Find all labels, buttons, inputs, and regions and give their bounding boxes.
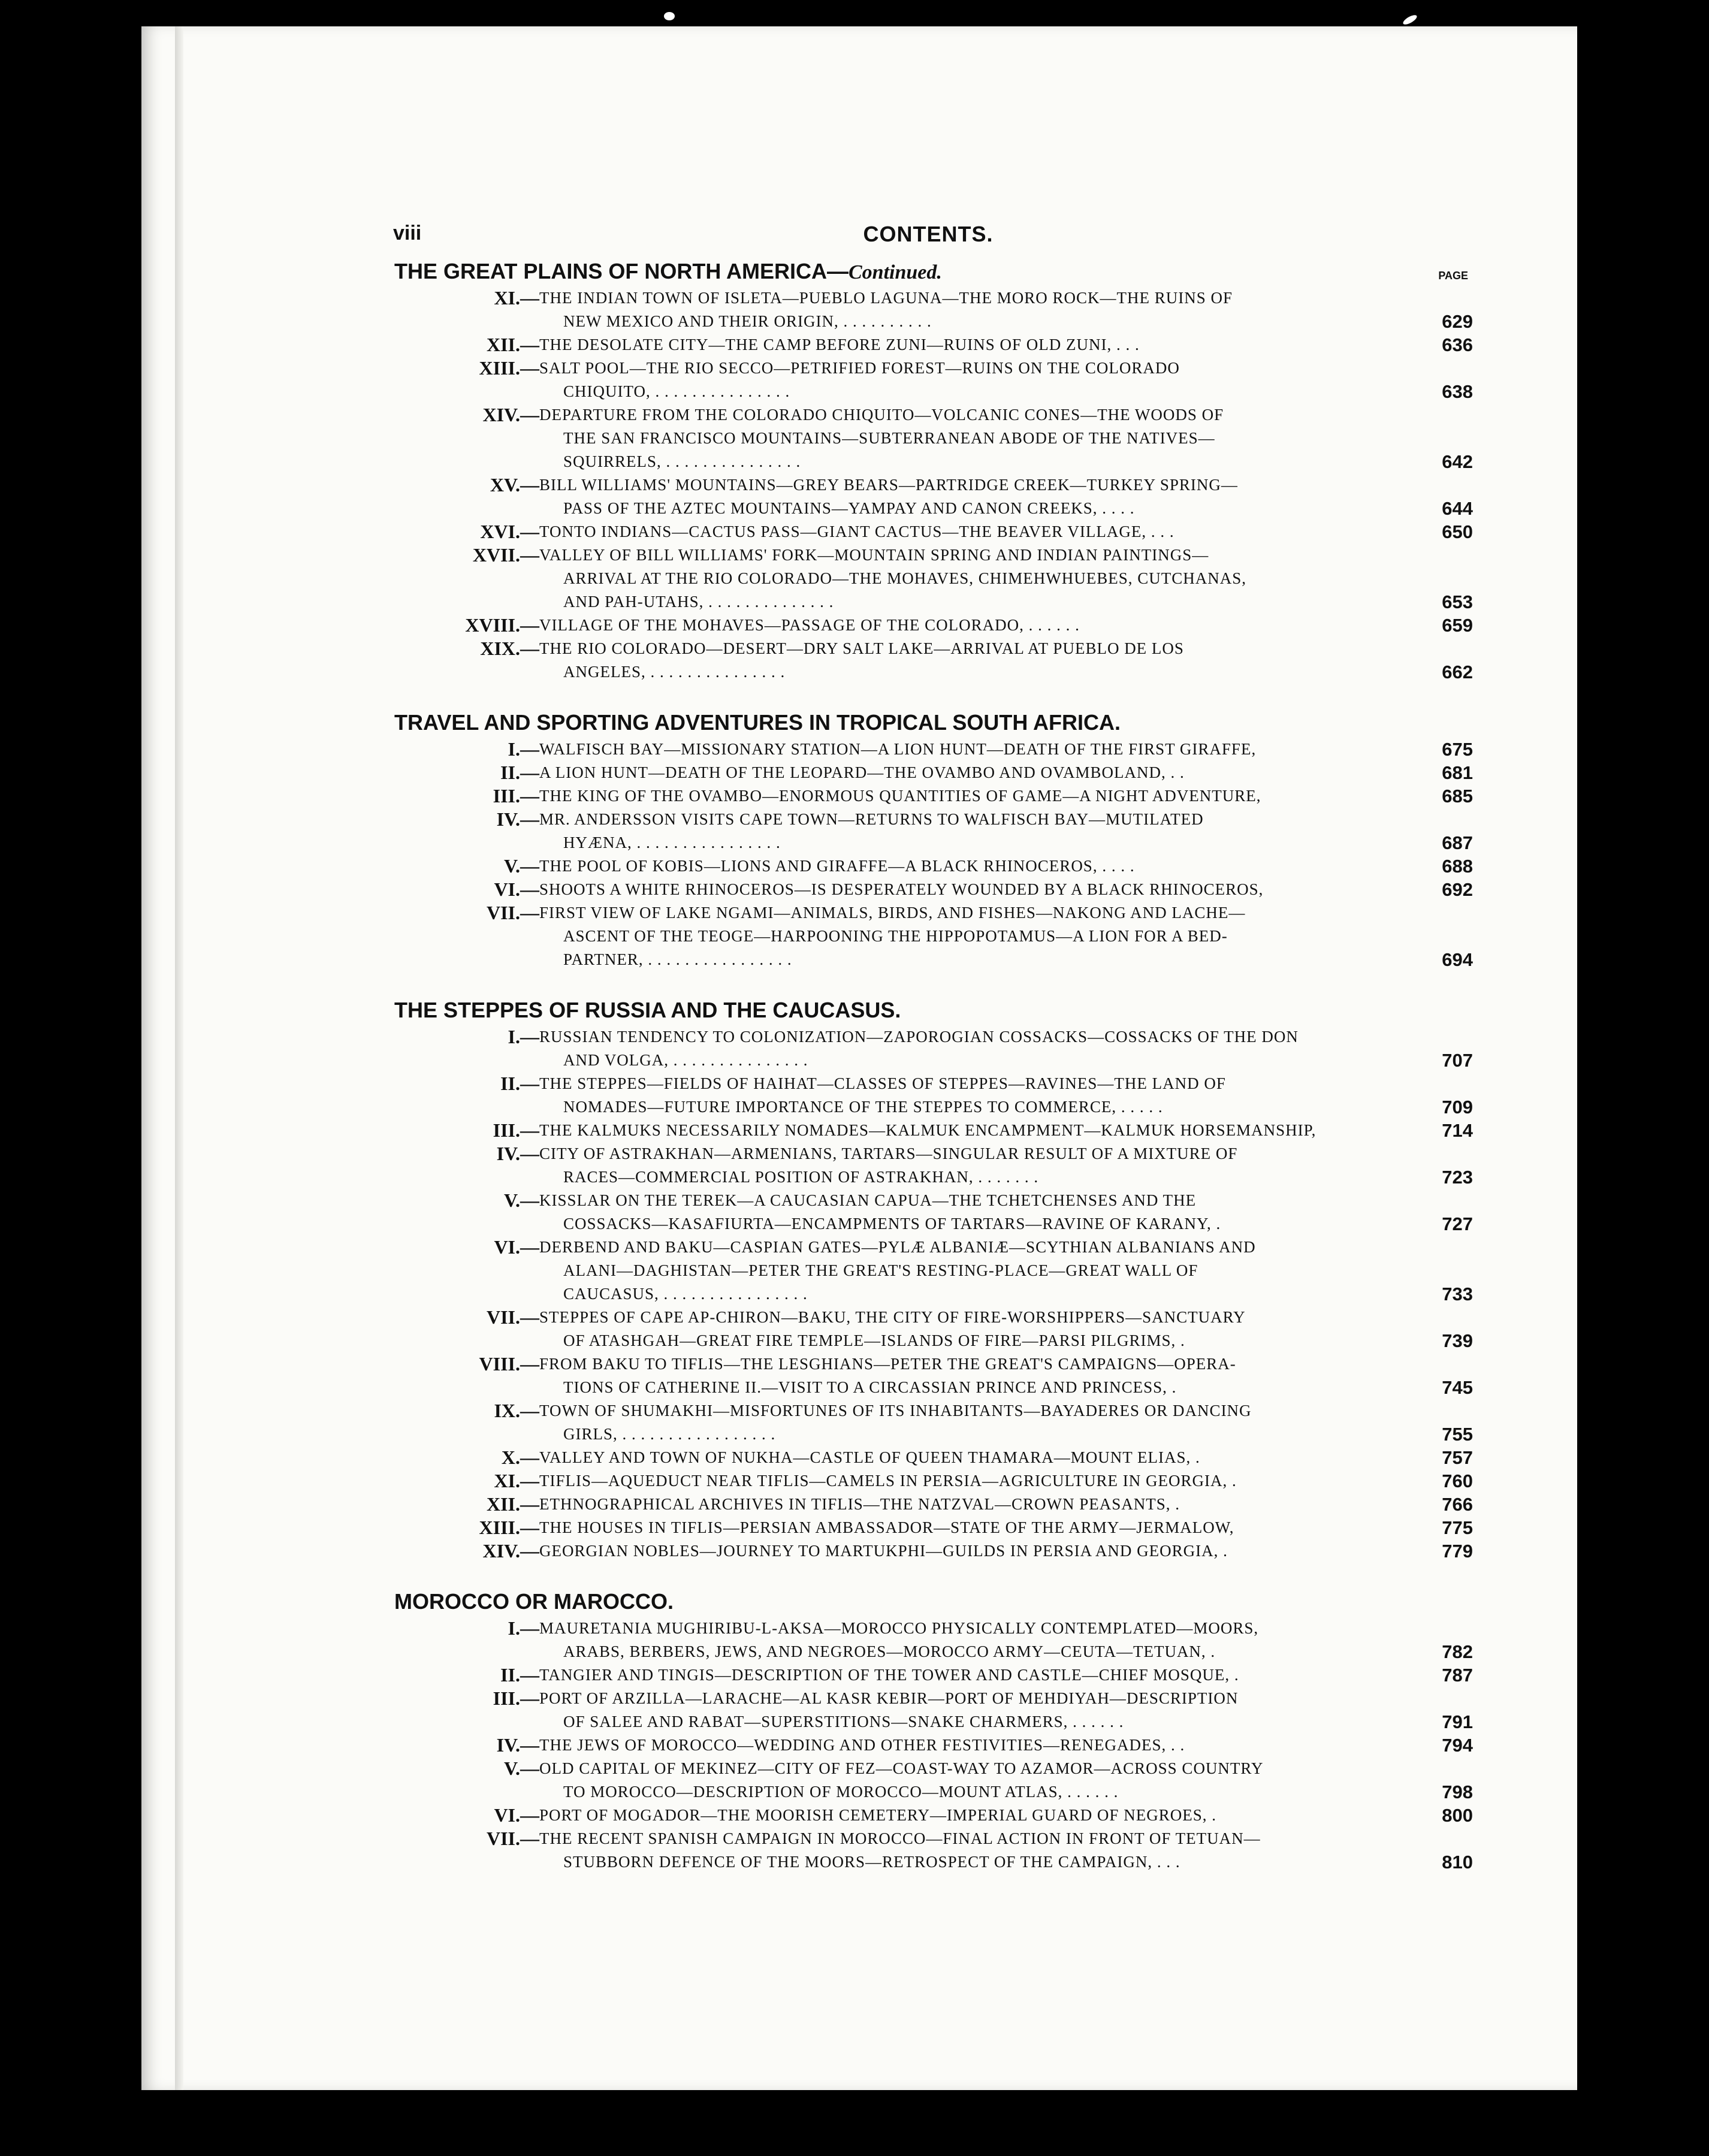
page-ref: 733 xyxy=(1442,1284,1473,1305)
chapter-description xyxy=(539,520,1421,543)
toc-entry[interactable] xyxy=(384,1236,1473,1306)
toc-entry[interactable] xyxy=(384,1352,1473,1399)
toc-sections xyxy=(384,256,1473,1874)
toc-entry[interactable] xyxy=(384,286,1473,333)
page-ref: 782 xyxy=(1442,1641,1473,1662)
chapter-description xyxy=(539,1119,1421,1142)
toc-entry[interactable] xyxy=(384,1399,1473,1446)
section-title-text: MOROCCO OR MAROCCO. xyxy=(394,1589,674,1614)
chapter-description xyxy=(539,1757,1421,1804)
chapter-description xyxy=(539,1352,1421,1399)
toc-entry[interactable] xyxy=(384,1025,1473,1072)
description-line: THE STEPPES—FIELDS OF HAIHAT—CLASSES OF STEPPES—RAVINES—THE LAND OF xyxy=(539,1074,1226,1092)
description-line: COSSACKS—KASAFIURTA—ENCAMPMENTS OF TARTARS—RAVINE OF KARANY, . xyxy=(563,1215,1221,1233)
page-column-label: PAGE xyxy=(1438,270,1468,282)
page-ref: 787 xyxy=(1442,1665,1473,1686)
chapter-number: XV.— xyxy=(490,474,539,496)
description-line: FROM BAKU TO TIFLIS—THE LESGHIANS—PETER THE GREAT'S CAMPAIGNS—OPERA- xyxy=(539,1355,1236,1373)
chapter-description xyxy=(539,1399,1421,1446)
toc-entry[interactable] xyxy=(384,808,1473,854)
chapter-description xyxy=(539,738,1421,761)
description-line: SQUIRRELS, . . . . . . . . . . . . . . . xyxy=(563,452,801,470)
section-title xyxy=(394,1587,1473,1617)
description-line: NOMADES—FUTURE IMPORTANCE OF THE STEPPES TO COMMERCE, . . . . . xyxy=(563,1098,1163,1116)
page-ref: 707 xyxy=(1442,1050,1473,1071)
toc-entry[interactable] xyxy=(384,637,1473,684)
description-line: PORT OF ARZILLA—LARACHE—AL KASR KEBIR—PORT OF MEHDIYAH—DESCRIPTION xyxy=(539,1689,1239,1707)
contents-body xyxy=(384,222,1473,2019)
description-line: VALLEY OF BILL WILLIAMS' FORK—MOUNTAIN SPRING AND INDIAN PAINTINGS— xyxy=(539,546,1209,564)
chapter-number: VII.— xyxy=(486,1828,539,1849)
description-line: TO MOROCCO—DESCRIPTION OF MOROCCO—MOUNT ATLAS, . . . . . . xyxy=(563,1783,1119,1801)
description-line: THE DESOLATE CITY—THE CAMP BEFORE ZUNI—RUINS OF OLD ZUNI, . . . xyxy=(539,336,1140,354)
page-ref: 636 xyxy=(1442,334,1473,355)
chapter-number: XII.— xyxy=(486,1493,539,1515)
toc-entry[interactable] xyxy=(384,543,1473,614)
description-line: SHOOTS A WHITE RHINOCEROS—IS DESPERATELY WOUNDED BY A BLACK RHINOCEROS, xyxy=(539,880,1264,898)
description-line: THE SAN FRANCISCO MOUNTAINS—SUBTERRANEAN ABODE OF THE NATIVES— xyxy=(563,429,1215,447)
toc-entry[interactable] xyxy=(384,1306,1473,1352)
description-line: THE JEWS OF MOROCCO—WEDDING AND OTHER FESTIVITIES—RENEGADES, . . xyxy=(539,1736,1185,1754)
description-line: TOWN OF SHUMAKHI—MISFORTUNES OF ITS INHABITANTS—BAYADERES OR DANCING xyxy=(539,1402,1252,1420)
chapter-description xyxy=(539,878,1421,901)
chapter-description xyxy=(539,357,1421,403)
chapter-description xyxy=(539,1142,1421,1189)
toc-entry[interactable] xyxy=(384,614,1473,637)
description-line: ALANI—DAGHISTAN—PETER THE GREAT'S RESTING-PLACE—GREAT WALL OF xyxy=(563,1261,1198,1279)
page-ref: 675 xyxy=(1442,739,1473,760)
chapter-description xyxy=(539,1189,1421,1236)
toc-section xyxy=(384,256,1473,684)
description-line: ASCENT OF THE TEOGE—HARPOONING THE HIPPOPOTAMUS—A LION FOR A BED- xyxy=(563,927,1228,945)
chapter-number: I.— xyxy=(508,1026,539,1047)
chapter-number: II.— xyxy=(500,1073,539,1094)
chapter-description xyxy=(539,403,1421,473)
description-line: PORT OF MOGADOR—THE MOORISH CEMETERY—IMPERIAL GUARD OF NEGROES, . xyxy=(539,1806,1216,1824)
section-title-suffix: Continued. xyxy=(849,261,942,283)
page-ref: 681 xyxy=(1442,762,1473,783)
page-ref: 798 xyxy=(1442,1781,1473,1802)
chapter-number: III.— xyxy=(493,1119,539,1141)
description-line: THE INDIAN TOWN OF ISLETA—PUEBLO LAGUNA—THE MORO ROCK—THE RUINS OF xyxy=(539,289,1233,307)
page-number: viii xyxy=(393,222,422,244)
description-line: THE HOUSES IN TIFLIS—PERSIAN AMBASSADOR—STATE OF THE ARMY—JERMALOW, xyxy=(539,1518,1234,1536)
description-line: MR. ANDERSSON VISITS CAPE TOWN—RETURNS TO WALFISCH BAY—MUTILATED xyxy=(539,810,1204,828)
description-line: SALT POOL—THE RIO SECCO—PETRIFIED FOREST—RUINS ON THE COLORADO xyxy=(539,359,1180,377)
chapter-number: I.— xyxy=(508,738,539,760)
toc-entry[interactable] xyxy=(384,1734,1473,1757)
description-line: TIFLIS—AQUEDUCT NEAR TIFLIS—CAMELS IN PERSIA—AGRICULTURE IN GEORGIA, . xyxy=(539,1472,1237,1490)
toc-entry[interactable] xyxy=(384,1827,1473,1874)
description-line: CITY OF ASTRAKHAN—ARMENIANS, TARTARS—SINGULAR RESULT OF A MIXTURE OF xyxy=(539,1145,1238,1162)
chapter-description xyxy=(539,1663,1421,1687)
page-ref: 694 xyxy=(1442,949,1473,970)
description-line: OF SALEE AND RABAT—SUPERSTITIONS—SNAKE CHARMERS, . . . . . . xyxy=(563,1713,1124,1731)
chapter-description xyxy=(539,1446,1421,1469)
chapter-description xyxy=(539,761,1421,784)
chapter-number: XVII.— xyxy=(472,544,539,566)
chapter-number: XI.— xyxy=(494,287,539,309)
page-ref: 642 xyxy=(1442,451,1473,472)
toc-entry[interactable] xyxy=(384,1189,1473,1236)
chapter-number: XVI.— xyxy=(480,521,539,542)
chapter-description xyxy=(539,784,1421,808)
description-line: RUSSIAN TENDENCY TO COLONIZATION—ZAPOROGIAN COSSACKS—COSSACKS OF THE DON xyxy=(539,1028,1299,1046)
toc-entry[interactable] xyxy=(384,878,1473,901)
chapter-number: V.— xyxy=(504,1758,539,1779)
page-ref: 629 xyxy=(1442,311,1473,332)
chapter-description xyxy=(539,1469,1421,1493)
chapter-number: IX.— xyxy=(494,1400,539,1421)
description-line: DEPARTURE FROM THE COLORADO CHIQUITO—VOLCANIC CONES—THE WOODS OF xyxy=(539,406,1224,424)
section-gap xyxy=(384,684,1473,708)
toc-entry[interactable] xyxy=(384,784,1473,808)
description-line: THE RECENT SPANISH CAMPAIGN IN MOROCCO—FINAL ACTION IN FRONT OF TETUAN— xyxy=(539,1829,1261,1847)
section-gap xyxy=(384,971,1473,995)
page-ref: 766 xyxy=(1442,1494,1473,1515)
description-line: ARABS, BERBERS, JEWS, AND NEGROES—MOROCCO ARMY—CEUTA—TETUAN, . xyxy=(563,1642,1216,1660)
page-ref: 650 xyxy=(1442,521,1473,542)
chapter-description xyxy=(539,1493,1421,1516)
chapter-number: I.— xyxy=(508,1617,539,1639)
toc-entry[interactable] xyxy=(384,1617,1473,1663)
description-line: THE POOL OF KOBIS—LIONS AND GIRAFFE—A BLACK RHINOCEROS, . . . . xyxy=(539,857,1135,875)
chapter-description xyxy=(539,543,1421,614)
chapter-number: VII.— xyxy=(486,902,539,923)
description-line: KISSLAR ON THE TEREK—A CAUCASIAN CAPUA—THE TCHETCHENSES AND THE xyxy=(539,1191,1197,1209)
chapter-description xyxy=(539,614,1421,637)
chapter-description xyxy=(539,854,1421,878)
page-ref: 687 xyxy=(1442,832,1473,853)
description-line: TIONS OF CATHERINE II.—VISIT TO A CIRCASSIAN PRINCE AND PRINCESS, . xyxy=(563,1378,1177,1396)
description-line: VALLEY AND TOWN OF NUKHA—CASTLE OF QUEEN THAMARA—MOUNT ELIAS, . xyxy=(539,1448,1200,1466)
chapter-number: VIII.— xyxy=(479,1353,539,1375)
description-line: BILL WILLIAMS' MOUNTAINS—GREY BEARS—PARTRIDGE CREEK—TURKEY SPRING— xyxy=(539,476,1238,494)
description-line: DERBEND AND BAKU—CASPIAN GATES—PYLÆ ALBANIÆ—SCYTHIAN ALBANIANS AND xyxy=(539,1238,1256,1256)
toc-entry[interactable] xyxy=(384,1687,1473,1734)
section-title xyxy=(394,256,1473,286)
description-line: RACES—COMMERCIAL POSITION OF ASTRAKHAN, . . . . . . . xyxy=(563,1168,1039,1186)
page-ref: 794 xyxy=(1442,1735,1473,1756)
chapter-description xyxy=(539,1827,1421,1874)
toc-entry[interactable] xyxy=(384,761,1473,784)
chapter-number: VI.— xyxy=(494,1804,539,1826)
description-line: PASS OF THE AZTEC MOUNTAINS—YAMPAY AND CANON CREEKS, . . . . xyxy=(563,499,1135,517)
chapter-number: II.— xyxy=(500,1664,539,1686)
description-line: NEW MEXICO AND THEIR ORIGIN, . . . . . . . . . . xyxy=(563,312,932,330)
chapter-description xyxy=(539,1734,1421,1757)
chapter-number: IV.— xyxy=(496,1143,539,1164)
page-ref: 709 xyxy=(1442,1097,1473,1118)
toc-entry[interactable] xyxy=(384,1804,1473,1827)
toc-entry[interactable] xyxy=(384,1663,1473,1687)
description-line: PARTNER, . . . . . . . . . . . . . . . . xyxy=(563,950,792,968)
description-line: AND VOLGA, . . . . . . . . . . . . . . . xyxy=(563,1051,808,1069)
description-line: THE KALMUKS NECESSARILY NOMADES—KALMUK ENCAMPMENT—KALMUK HORSEMANSHIP, xyxy=(539,1121,1317,1139)
chapter-number: XIV.— xyxy=(482,1540,539,1562)
section-gap xyxy=(384,1563,1473,1587)
chapter-description xyxy=(539,808,1421,854)
chapter-number: IV.— xyxy=(496,808,539,830)
page-ref: 739 xyxy=(1442,1330,1473,1351)
description-line: TANGIER AND TINGIS—DESCRIPTION OF THE TOWER AND CASTLE—CHIEF MOSQUE, . xyxy=(539,1666,1239,1684)
chapter-description xyxy=(539,637,1421,684)
chapter-number: IV.— xyxy=(496,1734,539,1756)
page-ref: 760 xyxy=(1442,1470,1473,1491)
description-line: CAUCASUS, . . . . . . . . . . . . . . . . xyxy=(563,1285,808,1303)
page-ref: 659 xyxy=(1442,615,1473,636)
toc-entry[interactable] xyxy=(384,1142,1473,1189)
chapter-description xyxy=(539,901,1421,971)
running-head xyxy=(384,222,1473,256)
page-ref: 723 xyxy=(1442,1167,1473,1188)
description-line: GIRLS, . . . . . . . . . . . . . . . . . xyxy=(563,1425,776,1443)
description-line: AND PAH-UTAHS, . . . . . . . . . . . . . . xyxy=(563,593,834,611)
page-ref: 644 xyxy=(1442,498,1473,519)
toc-entry[interactable] xyxy=(384,1516,1473,1539)
description-line: OF ATASHGAH—GREAT FIRE TEMPLE—ISLANDS OF FIRE—PARSI PILGRIMS, . xyxy=(563,1331,1185,1349)
chapter-description xyxy=(539,1687,1421,1734)
chapter-description xyxy=(539,286,1421,333)
page-ref: 757 xyxy=(1442,1447,1473,1468)
description-line: ETHNOGRAPHICAL ARCHIVES IN TIFLIS—THE NATZVAL—CROWN PEASANTS, . xyxy=(539,1495,1180,1513)
chapter-description xyxy=(539,1804,1421,1827)
toc-entry[interactable] xyxy=(384,333,1473,357)
section-title-text: THE STEPPES OF RUSSIA AND THE CAUCASUS. xyxy=(394,998,901,1022)
toc-entry[interactable] xyxy=(384,1493,1473,1516)
chapter-number: III.— xyxy=(493,785,539,807)
description-line: ANGELES, . . . . . . . . . . . . . . . xyxy=(563,663,786,681)
chapter-number: VII.— xyxy=(486,1306,539,1328)
description-line: TONTO INDIANS—CACTUS PASS—GIANT CACTUS—THE BEAVER VILLAGE, . . . xyxy=(539,523,1174,540)
section-title xyxy=(394,708,1473,738)
description-line: ARRIVAL AT THE RIO COLORADO—THE MOHAVES, CHIMEHWHUEBES, CUTCHANAS, xyxy=(563,569,1247,587)
chapter-number: II.— xyxy=(500,762,539,783)
description-line: OLD CAPITAL OF MEKINEZ—CITY OF FEZ—COAST-WAY TO AZAMOR—ACROSS COUNTRY xyxy=(539,1759,1264,1777)
toc-section xyxy=(384,708,1473,971)
description-line: THE RIO COLORADO—DESERT—DRY SALT LAKE—ARRIVAL AT PUEBLO DE LOS xyxy=(539,639,1184,657)
chapter-number: XIII.— xyxy=(479,357,539,379)
chapter-description xyxy=(539,1236,1421,1306)
page-ref: 745 xyxy=(1442,1377,1473,1398)
page-ref: 810 xyxy=(1442,1852,1473,1873)
scan-speck xyxy=(1402,13,1418,26)
chapter-description xyxy=(539,1025,1421,1072)
chapter-number: X.— xyxy=(501,1447,539,1468)
page-ref: 775 xyxy=(1442,1517,1473,1538)
chapter-description xyxy=(539,473,1421,520)
toc-entry[interactable] xyxy=(384,357,1473,403)
chapter-description xyxy=(539,1306,1421,1352)
chapter-number: XI.— xyxy=(494,1470,539,1491)
section-title-text: THE GREAT PLAINS OF NORTH AMERICA— xyxy=(394,259,849,283)
scan-speck xyxy=(664,12,675,20)
page-ref: 779 xyxy=(1442,1541,1473,1562)
section-title xyxy=(394,995,1473,1025)
toc-entry[interactable] xyxy=(384,1072,1473,1119)
description-line: GEORGIAN NOBLES—JOURNEY TO MARTUKPHI—GUILDS IN PERSIA AND GEORGIA, . xyxy=(539,1542,1228,1560)
toc-entry[interactable] xyxy=(384,1119,1473,1142)
toc-entry[interactable] xyxy=(384,1757,1473,1804)
chapter-number: III.— xyxy=(493,1687,539,1709)
chapter-number: XIII.— xyxy=(479,1517,539,1538)
chapter-description xyxy=(539,1617,1421,1663)
toc-section xyxy=(384,995,1473,1563)
page-ref: 727 xyxy=(1442,1213,1473,1234)
chapter-description xyxy=(539,1072,1421,1119)
page-ref: 791 xyxy=(1442,1711,1473,1732)
description-line: THE KING OF THE OVAMBO—ENORMOUS QUANTITIES OF GAME—A NIGHT ADVENTURE, xyxy=(539,787,1261,805)
page-ref: 714 xyxy=(1442,1120,1473,1141)
description-line: HYÆNA, . . . . . . . . . . . . . . . . xyxy=(563,834,781,851)
chapter-number: V.— xyxy=(504,855,539,877)
chapter-number: VI.— xyxy=(494,878,539,900)
toc-entry[interactable] xyxy=(384,1469,1473,1493)
toc-section xyxy=(384,1587,1473,1874)
toc-entry[interactable] xyxy=(384,854,1473,878)
toc-entry[interactable] xyxy=(384,901,1473,971)
toc-entry[interactable] xyxy=(384,473,1473,520)
page-ref: 685 xyxy=(1442,786,1473,807)
page-title: CONTENTS. xyxy=(863,222,994,246)
page-gutter xyxy=(175,26,183,2090)
page-ref: 653 xyxy=(1442,591,1473,612)
description-line: VILLAGE OF THE MOHAVES—PASSAGE OF THE COLORADO, . . . . . . xyxy=(539,616,1080,634)
chapter-description xyxy=(539,1516,1421,1539)
page-ref: 800 xyxy=(1442,1805,1473,1826)
page-ref: 662 xyxy=(1442,662,1473,683)
section-title-text: TRAVEL AND SPORTING ADVENTURES IN TROPICAL SOUTH AFRICA. xyxy=(394,710,1121,735)
chapter-description xyxy=(539,1539,1421,1563)
chapter-number: XVIII.— xyxy=(465,614,539,636)
description-line: A LION HUNT—DEATH OF THE LEOPARD—THE OVAMBO AND OVAMBOLAND, . . xyxy=(539,763,1185,781)
toc-entry[interactable] xyxy=(384,1539,1473,1563)
page-ref: 755 xyxy=(1442,1424,1473,1445)
toc-entry[interactable] xyxy=(384,738,1473,761)
description-line: FIRST VIEW OF LAKE NGAMI—ANIMALS, BIRDS, AND FISHES—NAKONG AND LACHE— xyxy=(539,904,1246,922)
chapter-number: XIV.— xyxy=(482,404,539,425)
page-ref: 688 xyxy=(1442,856,1473,877)
toc-entry[interactable] xyxy=(384,1446,1473,1469)
description-line: WALFISCH BAY—MISSIONARY STATION—A LION HUNT—DEATH OF THE FIRST GIRAFFE, xyxy=(539,740,1257,758)
description-line: STUBBORN DEFENCE OF THE MOORS—RETROSPECT OF THE CAMPAIGN, . . . xyxy=(563,1853,1180,1871)
chapter-number: VI.— xyxy=(494,1236,539,1258)
page-ref: 692 xyxy=(1442,879,1473,900)
description-line: MAURETANIA MUGHIRIBU-L-AKSA—MOROCCO PHYSICALLY CONTEMPLATED—MOORS, xyxy=(539,1619,1259,1637)
chapter-description xyxy=(539,333,1421,357)
chapter-number: XII.— xyxy=(486,334,539,355)
toc-entry[interactable] xyxy=(384,520,1473,543)
toc-entry[interactable] xyxy=(384,403,1473,473)
description-line: STEPPES OF CAPE AP-CHIRON—BAKU, THE CITY OF FIRE-WORSHIPPERS—SANCTUARY xyxy=(539,1308,1246,1326)
description-line: CHIQUITO, . . . . . . . . . . . . . . . xyxy=(563,382,790,400)
page-ref: 638 xyxy=(1442,381,1473,402)
chapter-number: V.— xyxy=(504,1189,539,1211)
chapter-number: XIX.— xyxy=(480,638,539,659)
